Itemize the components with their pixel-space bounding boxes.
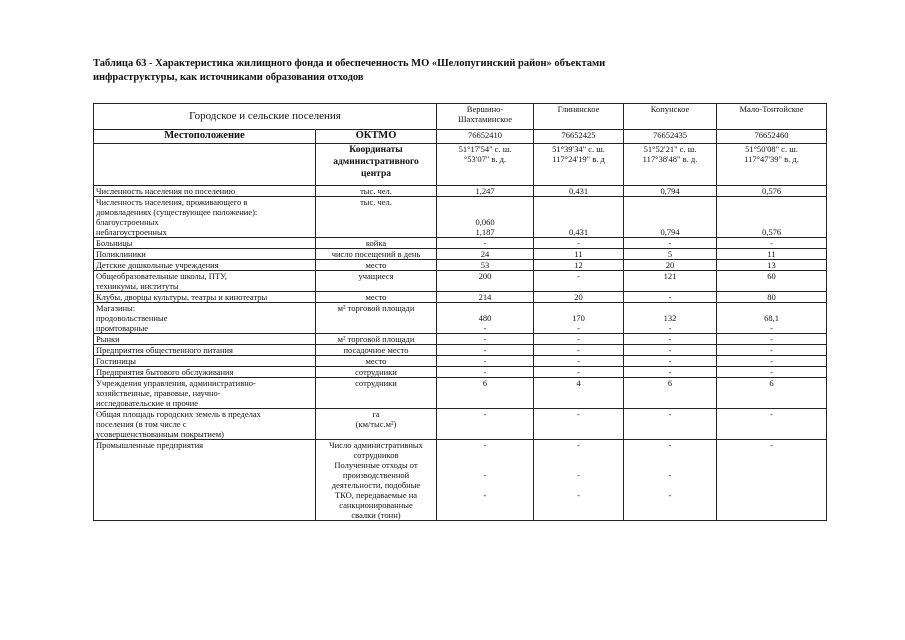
row-unit [316, 356, 437, 367]
value-cell [534, 378, 624, 409]
coords-header [316, 144, 437, 186]
value-cell [624, 249, 717, 260]
row-unit-text: Число административных сотрудников Полученные отходы от производственной деятельности, подобные ТКО, передаваемые на санкционированные свалки (тонн) [329, 440, 423, 520]
table-row [94, 186, 827, 197]
value-cell [534, 249, 624, 260]
row-unit-text: тыс. чел. [360, 186, 392, 196]
row-name [94, 334, 316, 345]
value-cell [534, 186, 624, 197]
row-unit [316, 378, 437, 409]
row-unit [316, 271, 437, 292]
value-text: 11 [767, 249, 776, 259]
row-unit [316, 440, 437, 521]
value-text: - [483, 409, 487, 419]
value-text: - [770, 356, 773, 366]
value-cell [717, 260, 827, 271]
value-cell [437, 334, 534, 345]
value-cell [534, 367, 624, 378]
table-row [94, 345, 827, 356]
value-text: - [483, 367, 487, 377]
value-cell [717, 303, 827, 334]
coords-text: 51°50'08" с. ш. 117°47'39" в. д. [744, 144, 799, 164]
oktmo-value: 76652410 [437, 130, 534, 144]
row-name [94, 186, 316, 197]
coords-text: 51°39'34" с. ш. 117°24'19" в. д [552, 144, 605, 164]
row-name-text: Численность населения, проживающего в домовладениях (существующее положение): благоустроенных неблагоустроенных [96, 197, 258, 237]
row-name [94, 197, 316, 238]
value-text: - [577, 409, 580, 419]
value-cell [534, 303, 624, 334]
value-text: 5 [667, 249, 673, 259]
value-cell [437, 303, 534, 334]
row-unit-text: м² торговой площади [337, 334, 415, 344]
row-name-text: Предприятия бытового обслуживания [96, 367, 234, 377]
value-text: - [770, 440, 773, 450]
value-text: 0,576 [761, 186, 782, 196]
value-cell [437, 186, 534, 197]
row-name [94, 367, 316, 378]
village-name: Мало-Тонтойское [739, 104, 804, 114]
table-row [94, 271, 827, 292]
value-cell [624, 292, 717, 303]
value-text: 200 [478, 271, 492, 281]
value-text: - [577, 238, 580, 248]
value-cell [717, 345, 827, 356]
value-text: - [577, 271, 580, 281]
row-unit [316, 303, 437, 334]
value-text: 0,431 [568, 227, 589, 237]
value-text: 11 [574, 249, 583, 259]
caption-line-1: Таблица 63 - Характеристика жилищного фонда и обеспеченность МО «Шелопугинский район» объектами [93, 58, 606, 69]
row-name [94, 440, 316, 521]
table-row [94, 292, 827, 303]
value-text: 1,247 [475, 186, 495, 196]
value-cell [437, 260, 534, 271]
value-text: - [770, 238, 773, 248]
coords-value [437, 144, 534, 186]
village-name-cell [717, 104, 827, 130]
row-name [94, 238, 316, 249]
row-unit [316, 186, 437, 197]
value-cell [717, 186, 827, 197]
coords-value [534, 144, 624, 186]
value-cell [624, 378, 717, 409]
value-cell [624, 271, 717, 292]
row-name-text: Общая площадь городских земель в пределах поселения (в том числе с усовершенствованным покрытием) [96, 409, 261, 439]
row-unit [316, 292, 437, 303]
table-caption [93, 57, 833, 85]
row-name [94, 378, 316, 409]
value-cell [624, 367, 717, 378]
value-text: 132 - [663, 313, 677, 333]
value-cell [437, 409, 534, 440]
value-text: - [770, 345, 773, 355]
value-text: 0,431 [568, 186, 589, 196]
location-header: Местоположение [94, 130, 316, 144]
row-name [94, 409, 316, 440]
row-name [94, 356, 316, 367]
value-cell [437, 378, 534, 409]
value-cell [437, 271, 534, 292]
table-row [94, 440, 827, 521]
table-row [94, 378, 827, 409]
row-unit-text: сотрудники [355, 378, 397, 388]
row-unit [316, 409, 437, 440]
value-cell [717, 378, 827, 409]
row-unit-text: м² торговой площади [337, 303, 415, 313]
value-cell [624, 334, 717, 345]
table-row [94, 197, 827, 238]
row-name [94, 260, 316, 271]
row-unit-text: тыс. чел. [360, 197, 392, 207]
value-cell [437, 249, 534, 260]
value-text: 12 [574, 260, 583, 270]
value-cell [717, 197, 827, 238]
value-text: 4 [576, 378, 581, 388]
value-text: 60 [767, 271, 776, 281]
row-unit-text: число посещений в день [331, 249, 421, 259]
value-text: - [668, 334, 672, 344]
row-unit [316, 260, 437, 271]
value-text: 6 [482, 378, 488, 388]
value-cell [437, 345, 534, 356]
value-cell [534, 440, 624, 521]
value-text: 13 [767, 260, 776, 270]
value-cell [534, 197, 624, 238]
value-text: - [668, 356, 672, 366]
row-name [94, 249, 316, 260]
value-text: - [577, 367, 580, 377]
value-cell [437, 197, 534, 238]
value-cell [534, 345, 624, 356]
header-row-oktmo [94, 130, 827, 144]
value-cell [624, 260, 717, 271]
value-text: 6 [667, 378, 673, 388]
value-cell [437, 238, 534, 249]
village-name: Глинянское [557, 104, 600, 114]
value-text: - [770, 334, 773, 344]
value-cell [717, 367, 827, 378]
row-unit-text: место [365, 292, 387, 302]
value-cell [624, 356, 717, 367]
value-cell [624, 197, 717, 238]
value-cell [534, 271, 624, 292]
value-text: - [483, 334, 487, 344]
value-text: - [668, 367, 672, 377]
settlements-header: Городское и сельские поселения [94, 104, 437, 130]
value-text: - [577, 345, 580, 355]
row-unit [316, 249, 437, 260]
oktmo-value: 76652435 [624, 130, 717, 144]
value-cell [437, 440, 534, 521]
value-cell [717, 440, 827, 521]
value-cell [717, 409, 827, 440]
caption-line-2: инфраструктуры, как источниками образования отходов [93, 72, 364, 83]
value-cell [717, 356, 827, 367]
row-unit [316, 197, 437, 238]
coords-text: 51°52'21" с. ш. 117°38'48" в. д. [642, 144, 698, 164]
table-row [94, 409, 827, 440]
table-row [94, 356, 827, 367]
row-unit [316, 334, 437, 345]
oktmo-value: 76652460 [717, 130, 827, 144]
row-name-text: Поликлиники [96, 249, 146, 259]
infrastructure-table [93, 103, 827, 521]
value-cell [624, 238, 717, 249]
table-row [94, 249, 827, 260]
coords-value [717, 144, 827, 186]
value-text: - - - [483, 440, 487, 500]
village-name-cell [624, 104, 717, 130]
value-text: - [668, 238, 672, 248]
value-text: - - - [668, 440, 672, 500]
table-row [94, 260, 827, 271]
value-cell [624, 186, 717, 197]
value-text: 80 [767, 292, 776, 302]
value-text: 0,794 [660, 186, 680, 196]
value-text: 68,1 - [764, 313, 779, 333]
village-name-cell [437, 104, 534, 130]
value-cell [534, 334, 624, 345]
value-cell [437, 292, 534, 303]
row-name-text: Рынки [96, 334, 120, 344]
value-cell [717, 334, 827, 345]
value-text: - [668, 409, 672, 419]
row-unit-text: га (км/тыс.м²) [355, 409, 397, 429]
value-cell [717, 271, 827, 292]
row-name-text: Предприятия общественного питания [96, 345, 233, 355]
table-row [94, 367, 827, 378]
value-text: 121 [663, 271, 677, 281]
value-text: - [483, 345, 487, 355]
value-cell [624, 345, 717, 356]
table-row [94, 238, 827, 249]
row-unit [316, 367, 437, 378]
value-text: 0,060 1,187 [475, 217, 495, 237]
row-unit [316, 238, 437, 249]
village-name-cell [534, 104, 624, 130]
row-name-text: Гостиницы [96, 356, 137, 366]
value-text: - [770, 409, 773, 419]
village-name: Вершино- Шахтаминское [457, 104, 513, 124]
value-text: 6 [769, 378, 774, 388]
table-row [94, 303, 827, 334]
value-text: - - - [577, 440, 580, 500]
value-cell [437, 356, 534, 367]
value-cell [624, 303, 717, 334]
row-unit-text: посадочное место [343, 345, 409, 355]
row-unit [316, 345, 437, 356]
value-text: - [577, 334, 580, 344]
value-text: 0,794 [660, 227, 680, 237]
row-name-text: Промышленные предприятия [96, 440, 204, 450]
value-cell [717, 238, 827, 249]
value-text: 480 - [478, 313, 492, 333]
value-cell [534, 409, 624, 440]
row-name-text: Учреждения управления, административно- хозяйственные, правовые, научно- исследовательские и прочие [96, 378, 256, 408]
value-text: - [668, 292, 672, 302]
value-cell [624, 440, 717, 521]
row-name-text: Общеобразовательные школы, ПТУ, техникумы, институты [96, 271, 227, 291]
value-text: 20 [574, 292, 583, 302]
value-text: 24 [480, 249, 490, 259]
village-name: Копунское [650, 104, 690, 114]
oktmo-header: ОКТМО [316, 130, 437, 144]
row-unit-text: место [365, 356, 387, 366]
row-name-text: Больницы [96, 238, 133, 248]
value-text: - [483, 238, 487, 248]
row-name-text: Детские дошкольные учреждения [96, 260, 219, 270]
value-cell [534, 356, 624, 367]
value-cell [717, 249, 827, 260]
value-text: - [668, 345, 672, 355]
row-name-text: Магазины: продовольственные промтоварные [96, 303, 168, 333]
table-row [94, 334, 827, 345]
value-text: 0,576 [761, 227, 782, 237]
header-row-coords [94, 144, 827, 186]
value-cell [534, 260, 624, 271]
row-name [94, 345, 316, 356]
value-text: 53 [480, 260, 490, 270]
value-text: - [770, 367, 773, 377]
value-cell [437, 367, 534, 378]
value-cell [624, 409, 717, 440]
value-text: - [577, 356, 580, 366]
row-unit-text: койка [365, 238, 387, 248]
row-name-text: Клубы, дворцы культуры, театры и кинотеатры [96, 292, 268, 302]
empty-cell [94, 144, 316, 186]
row-unit-text: сотрудники [355, 367, 397, 377]
value-text: 170 - [572, 313, 585, 333]
row-unit-text: учащиеся [358, 271, 394, 281]
oktmo-value: 76652425 [534, 130, 624, 144]
value-cell [534, 238, 624, 249]
value-text: 214 [478, 292, 492, 302]
header-row-settlements [94, 104, 827, 130]
row-name [94, 271, 316, 292]
coords-label: Координаты административного центра [333, 145, 419, 179]
value-cell [534, 292, 624, 303]
value-cell [717, 292, 827, 303]
row-name-text: Численность населения по поселению [96, 186, 236, 196]
row-name [94, 303, 316, 334]
coords-text: 51°17'54" с. ш. °53'07" в. д. [458, 144, 512, 164]
row-unit-text: место [365, 260, 387, 270]
value-text: - [483, 356, 487, 366]
coords-value [624, 144, 717, 186]
value-text: 20 [665, 260, 675, 270]
row-name [94, 292, 316, 303]
